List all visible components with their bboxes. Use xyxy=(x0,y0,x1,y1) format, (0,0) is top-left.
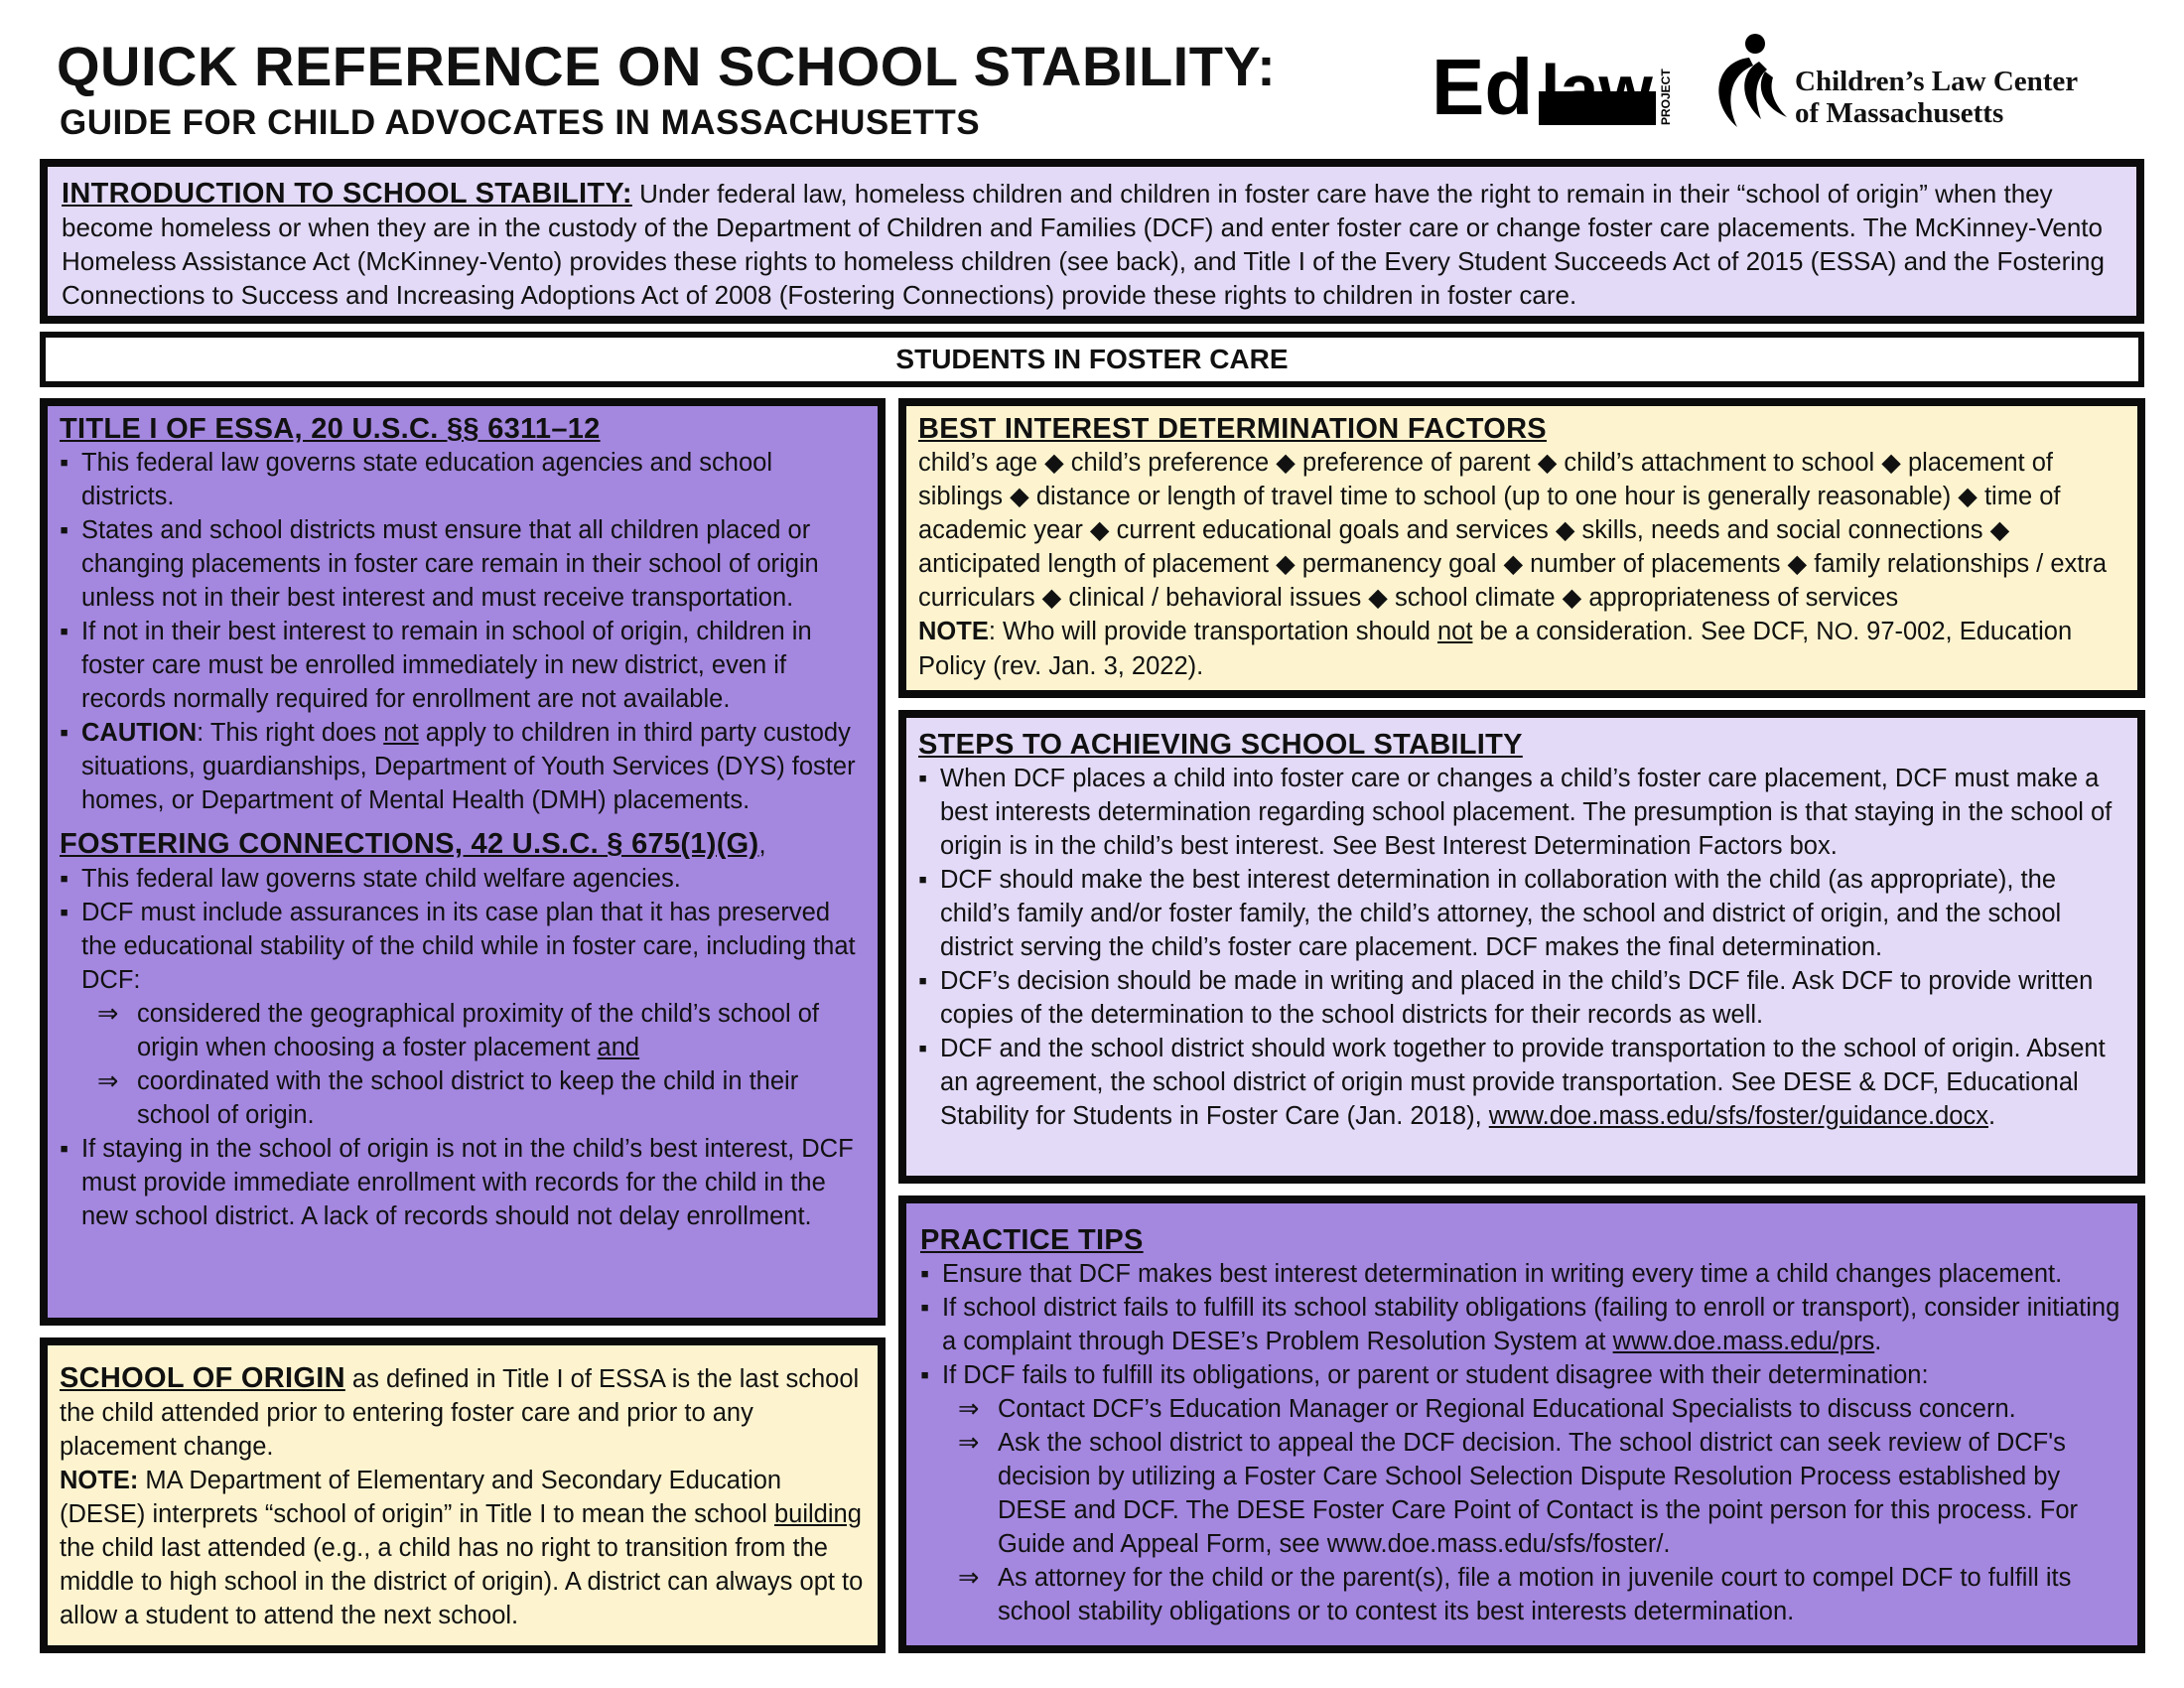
title-i-bullet: ▪ States and school districts must ensure that all children placed or changing placements in foster care remain in their school of origin unless not in their best interest and must receive transportation. xyxy=(60,513,866,615)
intro-heading: INTRODUCTION TO SCHOOL STABILITY: xyxy=(62,178,632,210)
tips-bullet-end: . xyxy=(1874,1328,1882,1355)
fostering-subitem xyxy=(137,997,866,1064)
fostering-bullet xyxy=(60,896,866,1132)
caution-text: : This right does xyxy=(197,719,384,747)
steps-bullet: ▪ DCF’s decision should be made in writing and placed in the child’s DCF file. Ask DCF to provide written copies of the determination to the school districts for their records as well. xyxy=(918,964,2125,1032)
tips-bullet xyxy=(920,1291,2123,1358)
prs-link[interactable]: www.doe.mass.edu/prs xyxy=(1612,1328,1875,1355)
bidf-factors: child’s age ◆ child’s preference ◆ preference of parent ◆ child’s attachment to school ◆ placement of siblings ◆ distance or length of travel time to school (up to one hour is generally reasonable) ◆ time of academic year ◆ current educational goals and services ◆ skills, needs and social connections ◆ anticipated length of placement ◆ permanency goal ◆ number of placements ◆ family relationships / extra curriculars ◆ clinical / behavioral issues ◆ school climate ◆ appropriateness of services xyxy=(918,449,2108,612)
fostering-heading: FOSTERING CONNECTIONS, 42 U.S.C. § 675(1)(G) xyxy=(60,828,759,860)
bidf-note-mid: be a consideration. See DCF, N xyxy=(1472,618,1835,645)
clc-logo xyxy=(1707,32,2124,137)
school-of-origin-box xyxy=(40,1337,886,1653)
tips-bullet xyxy=(920,1358,2123,1628)
tips-subitem: ⇒ As attorney for the child or the parent(s), file a motion in juvenile court to compel DCF to fulfill its school stability obligations or to contest its best interests determination. xyxy=(998,1561,2123,1628)
bidf-note-text: : Who will provide transportation should xyxy=(988,618,1437,645)
fostering-subitem: ⇒ coordinated with the school district to keep the child in their school of origin. xyxy=(137,1064,866,1132)
practice-tips-box xyxy=(898,1196,2145,1653)
steps-bullet-text: DCF and the school district should work together to provide transportation to the school of origin. Absent an agreement, the school district of origin must provide transportation. See DESE & DCF, Educational Stability for Students in Foster Care (Jan. 2018), xyxy=(940,1035,2106,1130)
tips-bullet-text: If DCF fails to fulfill its obligations, or parent or student disagree with their determination: xyxy=(942,1361,1929,1389)
clc-logo-line2: of Massachusetts xyxy=(1795,97,2004,129)
bidf-heading: BEST INTEREST DETERMINATION FACTORS xyxy=(918,413,1547,445)
steps-heading: STEPS TO ACHIEVING SCHOOL STABILITY xyxy=(918,729,1523,761)
fostering-bullet: ▪ This federal law governs state child welfare agencies. xyxy=(60,862,866,896)
origin-heading: SCHOOL OF ORIGIN xyxy=(60,1362,345,1394)
steps-bullet xyxy=(918,1032,2125,1133)
page-subtitle: GUIDE FOR CHILD ADVOCATES IN MASSACHUSETTS xyxy=(60,103,981,142)
title-i-bullet: ▪ If not in their best interest to remain in school of origin, children in foster care must be enrolled immediately in new district, even if records normally required for enrollment are not available. xyxy=(60,615,866,716)
tips-subitem: ⇒ Contact DCF’s Education Manager or Regional Educational Specialists to discuss concern. xyxy=(998,1392,2123,1426)
title-i-box xyxy=(40,398,886,1326)
bidf-note-no: O. xyxy=(1834,619,1860,645)
page-title: QUICK REFERENCE ON SCHOOL STABILITY: xyxy=(57,35,1277,97)
origin-building: building xyxy=(773,1500,862,1528)
guidance-link[interactable]: www.doe.mass.edu/sfs/foster/guidance.docx xyxy=(1488,1102,1988,1130)
steps-bullet: ▪ When DCF places a child into foster care or changes a child’s foster care placement, DCF must make a best interests determination regarding school placement. The presumption is that staying in the school of origin is in the child’s best interest. See Best Interest Determination Factors box. xyxy=(918,762,2125,863)
edlaw-logo-ed: Ed xyxy=(1432,43,1534,129)
title-i-heading: TITLE I OF ESSA, 20 U.S.C. §§ 6311–12 xyxy=(60,413,601,445)
section-banner: STUDENTS IN FOSTER CARE xyxy=(40,332,2144,387)
edlaw-logo-law: law xyxy=(1541,51,1653,128)
origin-text: as defined in Title I of ESSA is the last school the child attended prior to entering foster care and prior to any placement change. xyxy=(60,1365,860,1461)
steps-box xyxy=(898,710,2145,1184)
fostering-bullet-text: DCF must include assurances in its case plan that it has preserved the educational stability of the child while in foster care, including that DCF: xyxy=(81,899,856,994)
fostering-subitem-text: considered the geographical proximity of the child’s school of origin when choosing a foster placement xyxy=(137,1000,820,1061)
bidf-note-label: NOTE xyxy=(918,618,989,645)
tips-heading: PRACTICE TIPS xyxy=(920,1224,1144,1256)
caution-not: not xyxy=(383,719,419,747)
fostering-and: and xyxy=(597,1034,640,1061)
origin-note-label: NOTE: xyxy=(60,1467,139,1494)
bidf-note-rest: 97-002, Education Policy (rev. Jan. 3, 2022). xyxy=(918,618,2073,680)
caution-text-rest: apply to children in third party custody situations, guardianships, Department of Youth Services (DYS) foster homes, or Department of Mental Health (DMH) placements. xyxy=(81,719,856,814)
edlaw-logo xyxy=(1432,40,1688,129)
clc-emblem-icon xyxy=(1707,32,1797,137)
steps-bullet: ▪ DCF should make the best interest determination in collaboration with the child (as appropriate), the child’s family and/or foster family, the child’s attorney, the school and district of origin, and the school district serving the child’s foster care placement. DCF makes the final determination. xyxy=(918,863,2125,964)
tips-bullet: ▪ Ensure that DCF makes best interest determination in writing every time a child changes placement. xyxy=(920,1257,2123,1291)
edlaw-logo-project: PROJECT xyxy=(1659,69,1673,125)
clc-logo-line1: Children’s Law Center xyxy=(1795,66,2079,97)
steps-bullet-end: . xyxy=(1987,1102,1996,1130)
origin-note-rest: the child last attended (e.g., a child has no right to transition from the middle to high school in the district of origin). A district can always opt to allow a student to attend the next school. xyxy=(60,1534,864,1629)
title-i-caution-bullet xyxy=(60,716,866,817)
best-interest-box xyxy=(898,398,2145,698)
intro-text: Under federal law, homeless children and children in foster care have the right to remain in their “school of origin” when they become homeless or when they are in the custody of the Department of Children and Families (DCF) and enter foster care or change foster care placements. The McKinney-Vento Homeless Assistance Act (McKinney-Vento) provides these rights to homeless children (see back), and Title I of the Every Student Succeeds Act of 2015 (ESSA) and the Fostering Connections to Success and Increasing Adoptions Act of 2008 (Fostering Connections) provide these rights to children in foster care. xyxy=(62,179,2105,310)
caution-label: CAUTION xyxy=(81,719,198,747)
origin-note-text: MA Department of Elementary and Secondary Education (DESE) interprets “school of origin” in Title I to mean the school xyxy=(60,1467,782,1528)
fostering-heading-comma: , xyxy=(758,831,766,859)
tips-bullet-text: If school district fails to fulfill its school stability obligations (failing to enroll or transport), consider initiating a complaint through DESE’s Problem Resolution System at xyxy=(942,1294,2120,1355)
tips-subitem: ⇒ Ask the school district to appeal the DCF decision. The school district can seek review of DCF's decision by utilizing a Foster Care School Selection Dispute Resolution Process established by DESE and DCF. The DESE Foster Care Point of Contact is the point person for this process. For Guide and Appeal Form, see www.doe.mass.edu/sfs/foster/. xyxy=(998,1426,2123,1561)
fostering-bullet: ▪ If staying in the school of origin is not in the child’s best interest, DCF must provide immediate enrollment with records for the child in the new school district. A lack of records should not delay enrollment. xyxy=(60,1132,866,1233)
title-i-bullet: ▪ This federal law governs state education agencies and school districts. xyxy=(60,446,866,513)
bidf-note-not: not xyxy=(1436,618,1473,645)
intro-box xyxy=(40,159,2144,324)
